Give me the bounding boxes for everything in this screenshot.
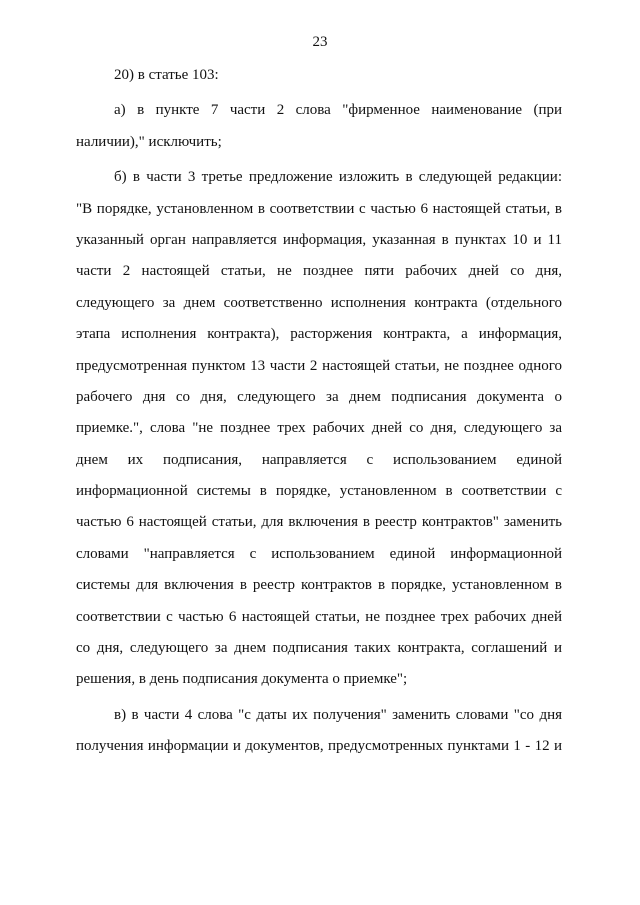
- text-line: этапа исполнения контракта), расторжения контракта, а информация,: [76, 326, 562, 343]
- text-line: информационной системы в порядке, установленном в соответствии с: [76, 483, 562, 500]
- text-line: части 2 настоящей статьи, не позднее пяти рабочих дней со дня,: [76, 263, 562, 280]
- paragraph-item-20: [76, 60, 562, 91]
- text-line: наличии)," исключить;: [76, 133, 222, 150]
- text-line: системы для включения в реестр контрактов в порядке, установленном в: [76, 577, 562, 594]
- text-line: частью 6 настоящей статьи, для включения в реестр контрактов" заменить: [76, 514, 562, 531]
- text-line: указанный орган направляется информация, указанная в пунктах 10 и 11: [76, 231, 562, 248]
- text-line: приемке.", слова "не позднее трех рабочих дней со дня, следующего за: [76, 420, 562, 437]
- text-line: решения, в день подписания документа о приемке";: [76, 671, 408, 688]
- text-line: словами "направляется с использованием единой информационной: [76, 545, 562, 562]
- text-line: следующего за днем соответственно исполнения контракта (отдельного: [76, 294, 562, 311]
- paragraph-item-b: [76, 162, 562, 696]
- text-line: соответствии с частью 6 настоящей статьи, не позднее трех рабочих дней: [76, 608, 562, 625]
- text-line: со дня, следующего за днем подписания таких контракта, соглашений и: [76, 640, 562, 657]
- paragraph-item-v: [76, 700, 562, 763]
- text-line: предусмотренная пунктом 13 части 2 настоящей статьи, не позднее одного: [76, 357, 562, 374]
- text-line: 20) в статье 103:: [114, 67, 219, 83]
- document-body: [76, 60, 562, 763]
- text-line: в) в части 4 слова "с даты их получения" заменить словами "со дня: [114, 706, 562, 723]
- text-line: б) в части 3 третье предложение изложить в следующей редакции:: [114, 169, 562, 186]
- text-line: рабочего дня со дня, следующего за днем подписания документа о: [76, 388, 562, 405]
- text-line: "В порядке, установленном в соответствии с частью 6 настоящей статьи, в: [76, 200, 562, 217]
- text-line: а) в пункте 7 части 2 слова "фирменное наименование (при: [114, 102, 562, 119]
- paragraph-item-a: [76, 95, 562, 158]
- text-line: днем их подписания, направляется с использованием единой: [76, 451, 562, 468]
- text-line: получения информации и документов, предусмотренных пунктами 1 - 12 и: [76, 738, 562, 755]
- page-number: 23: [312, 34, 328, 50]
